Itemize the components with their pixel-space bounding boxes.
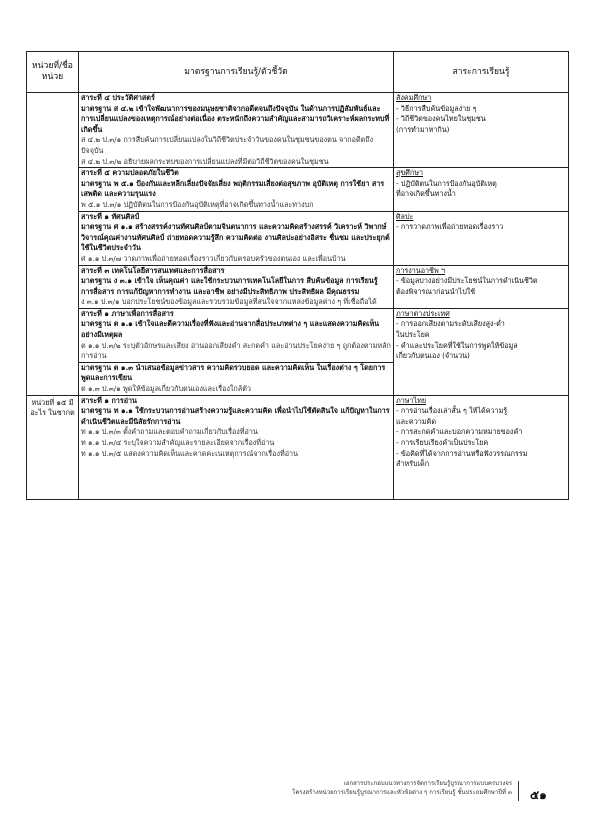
indicator-text: ต ๑.๓ ป.๓/๑ พูดให้ข้อมูลเกี่ยวกับตนเองและเรื่องใกล้ตัว [81, 384, 251, 394]
table-row [27, 265, 569, 308]
content-item: - การเรียบเรียงคำเป็นประโยค [396, 438, 489, 447]
strand-title: สาระที่ ๑ ทัศนศิลป์ [81, 211, 140, 221]
indicator-text: ท ๑.๑ ป.๓/๕ แสดงความคิดเห็นและคาดคะเนเหตุการณ์จากเรื่องที่อ่าน [81, 448, 298, 458]
footer-divider [518, 781, 519, 801]
indicator-text: ส ๔.๒ ป.๓/๒ อธิบายผลกระทบของการเปลี่ยนแปลงที่มีต่อวิถีชีวิตของคนในชุมชน [81, 156, 329, 166]
content-item: - วิถีชีวิตของคนไทยในชุมชน [396, 114, 486, 124]
content-item: - ปฏิบัติตนในการป้องกันอุบัติเหตุ [396, 178, 497, 188]
table-row [27, 395, 569, 500]
content-item: ที่อาจเกิดขึ้นทางน้ำ [396, 189, 456, 199]
standard-text: มาตรฐาน ส ๔.๒ เข้าใจพัฒนาการของมนุษยชาติจากอดีตจนถึงปัจจุบัน ในด้านการปฏิสัมพันธ์และการเปลี่ยนแปลงของเหตุการณ์อย่างต่อเนื่อง ตระหนักถึงความสำคัญและสามารถวิเคราะห์ผลกระทบที่เกิดขึ้น [81, 103, 390, 134]
standards-cell [79, 395, 394, 500]
content-item: - ข้อมูลบางอย่างมีประโยชน์ในการดำเนินชีวิต [396, 276, 538, 286]
content-item: ต้องพิจารณาก่อนนำไปใช้ [396, 286, 476, 296]
standard-text: มาตรฐาน ท ๑.๑ ใช้กระบวนการอ่านสร้างความรู้และความคิด เพื่อนำไปใช้ตัดสินใจ แก้ปัญหาในการดำเนินชีวิตและมีนิสัยรักการอ่าน [81, 406, 390, 426]
header-content: สาระการเรียนรู้ [394, 52, 569, 93]
content-item: และความคิด [396, 416, 436, 426]
content-title: สุขศึกษา [396, 168, 423, 178]
content-cell [394, 395, 569, 500]
table-row [27, 168, 569, 211]
content-item: (การทำมาหากิน) [396, 124, 450, 134]
content-item: - คำและประโยคที่ใช้ในการพูดให้ข้อมูล [396, 340, 518, 350]
indicator-text: ท ๑.๑ ป.๓/๓ ตั้งคำถามและตอบคำถามเกี่ยวกับเรื่องที่อ่าน [81, 427, 258, 437]
content-item: - การวาดภาพเพื่อถ่ายทอดเรื่องราว [396, 222, 504, 232]
table-row [27, 211, 569, 265]
content-item: - การอ่านเรื่องเล่าสั้น ๆ ให้ได้ความรู้ [396, 406, 508, 416]
standards-cell [79, 93, 394, 168]
header-unit: หน่วยที่/ชื่อหน่วย [27, 52, 79, 93]
standard-text: มาตรฐาน ต ๑.๓ นำเสนอข้อมูลข่าวสาร ความคิดรวบยอด และความคิดเห็น ในเรื่องต่าง ๆ โดยการพูดและการเขียน [81, 362, 386, 383]
content-cell [394, 93, 569, 168]
strand-title: สาระที่ ๕ ความปลอดภัยในชีวิต [81, 168, 179, 178]
page-number: ๕๑ [530, 788, 547, 802]
standards-cell [79, 168, 394, 211]
content-title: การงานอาชีพ ฯ [396, 265, 445, 275]
table-row [27, 308, 569, 395]
table-row [27, 93, 569, 168]
indicator-text: ท ๑.๑ ป.๓/๔ ระบุใจความสำคัญและรายละเอียดจากเรื่องที่อ่าน [81, 438, 275, 447]
indicator-text: พ ๕.๑ ป.๓/๑ ปฏิบัติตนในการป้องกันอุบัติเหตุที่อาจเกิดขึ้นทางน้ำและทางบก [81, 199, 314, 209]
unit-cell: หน่วยที่ ๑๕ มีอะไร ในซากต [27, 395, 79, 500]
unit-cell [27, 93, 79, 396]
strand-title: สาระที่ ๑ การอ่าน [81, 395, 137, 405]
content-item: - การสะกดคำและบอกความหมายของคำ [396, 427, 523, 437]
content-cell [394, 265, 569, 308]
content-item: สำหรับเด็ก [396, 459, 430, 469]
table-header-row [27, 52, 569, 93]
standard-text: มาตรฐาน ศ ๑.๑ สร้างสรรค์งานทัศนศิลป์ตามจินตนาการ และความคิดสร้างสรรค์ วิเคราะห์ วิพากษ์วิจารณ์คุณค่างานทัศนศิลป์ ถ่ายทอดความรู้สึก ความคิดต่อ งานศิลปะอย่างอิสระ ชื่นชม และประยุกต์ใช้ในชีวิตประจำวัน [81, 222, 390, 253]
content-cell [394, 211, 569, 265]
indicator-text: ส ๔.๒ ป.๓/๑ การสืบค้นการเปลี่ยนแปลงในวิถีชีวิตประจำวันของคนในชุมชนของตน จากอดีตถึงปัจจุบัน [81, 135, 374, 155]
content-item: - การออกเสียงตามระดับเสียงสูง-ต่ำ [396, 319, 505, 329]
content-cell [394, 168, 569, 211]
strand-title: สาระที่ ๑ ภาษาเพื่อการสื่อสาร [81, 308, 174, 318]
standard-subblock [79, 362, 393, 395]
footer-line: โครงสร้างหน่วยการเรียนรู้บูรณาการและหัวข้อต่าง ๆ การเรียนรู้ ชั้นประถมศึกษาปีที่ ๓ [292, 788, 512, 796]
standards-cell [79, 265, 394, 308]
page-footer [262, 780, 512, 797]
header-standards: มาตรฐานการเรียนรู้/ตัวชี้วัด [79, 52, 394, 93]
standard-text: มาตรฐาน พ ๕.๑ ป้องกันและหลีกเลี่ยงปัจจัยเสี่ยง พฤติกรรมเสี่ยงต่อสุขภาพ อุบัติเหตุ การใช้ยา สารเสพติด และความรุนแรง [81, 178, 385, 199]
strand-title: สาระที่ ๔ ประวัติศาสตร์ [81, 93, 155, 102]
standards-cell [79, 211, 394, 265]
content-item: ในประโยค [396, 330, 430, 340]
content-title: สังคมศึกษา [396, 93, 432, 102]
indicator-text: ง ๓.๑ ป.๓/๑ บอกประโยชน์ของข้อมูลและรวบรวมข้อมูลที่สนใจจากแหล่งข้อมูลต่าง ๆ ที่เชื่อถือได้ [81, 297, 377, 307]
curriculum-table [26, 51, 569, 500]
content-item: - ข้อคิดที่ได้จากการอ่านหรือฟังวรรณกรรม [396, 448, 528, 458]
content-title: ภาษาไทย [396, 395, 427, 405]
indicator-text: ต ๑.๑ ป.๓/๒ ระบุตัวอักษรและเสียง อ่านออกเสียงคำ สะกดคำ และอ่านประโยคง่าย ๆ ถูกต้องตามหลักการอ่าน [81, 340, 391, 361]
content-title: ศิลปะ [396, 211, 414, 221]
standards-cell [79, 308, 394, 395]
content-cell [394, 308, 569, 395]
content-item: - วิธีการสืบค้นข้อมูลง่าย ๆ [396, 103, 477, 113]
indicator-text: ศ ๑.๑ ป.๓/๗ วาดภาพเพื่อถ่ายทอดเรื่องราวเกี่ยวกับครอบครัวของตนเอง และเพื่อนบ้าน [81, 253, 346, 263]
standard-text: มาตรฐาน ต ๑.๑ เข้าใจและตีความเรื่องที่ฟังและอ่านจากสื่อประเภทต่าง ๆ และแสดงความคิดเห็นอย่างมีเหตุผล [81, 319, 380, 340]
content-item: เกี่ยวกับตนเอง (จำนวน) [396, 351, 470, 361]
footer-line: เอกสารประกอบแนวทางการจัดการเรียนรู้บูรณาการแบบครบวงจร [343, 780, 512, 787]
content-title: ภาษาต่างประเทศ [396, 308, 450, 318]
standard-text: มาตรฐาน ง ๓.๑ เข้าใจ เห็นคุณค่า และใช้กระบวนการเทคโนโลยีในการ สืบค้นข้อมูล การเรียนรู้ การสื่อสาร การแก้ปัญหาการทำงาน และอาชีพ อย่างมีประสิทธิภาพ ประสิทธิผล มีคุณธรรม [81, 276, 378, 296]
strand-title: สาระที่ ๓ เทคโนโลยีสารสนเทศและการสื่อสาร [81, 265, 225, 275]
